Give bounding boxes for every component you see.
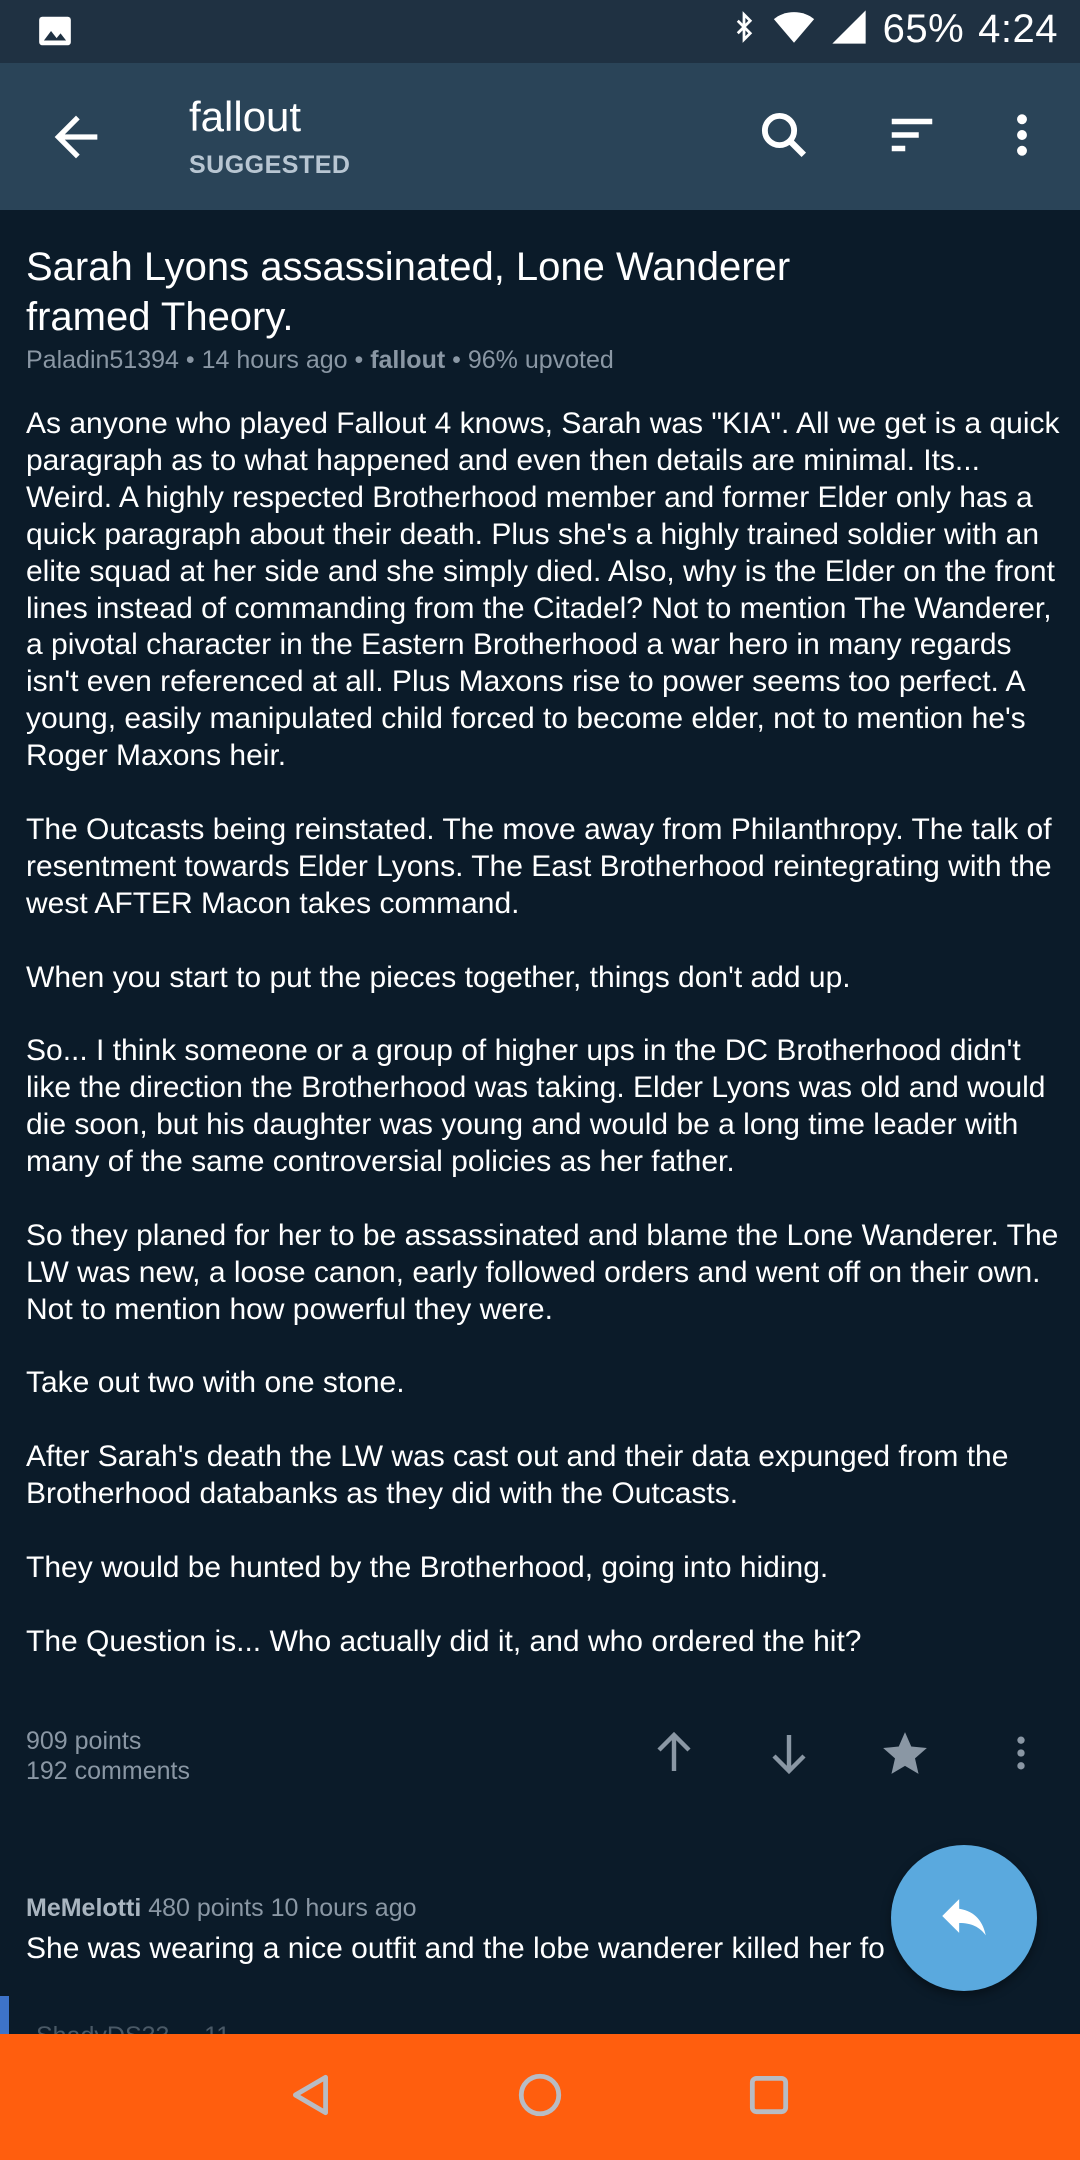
post-paragraph: After Sarah's death the LW was cast out and their data expunged from the Brotherhood databanks as they did with the Outcasts. (26, 1440, 1009, 1511)
nav-recents-button[interactable] (736, 2064, 802, 2130)
post-paragraph: So... I think someone or a group of higher ups in the DC Brotherhood didn't like the direction the Brotherhood was taking. Elder Lyons was old and would die soon, but his daughter was young and would be a long time leader with many of the same controversial policies as her father. (26, 1034, 1046, 1179)
star-icon (880, 1728, 930, 1783)
post-meta: Paladin51394 • 14 hours ago • fallout • 96% upvoted (26, 346, 614, 374)
post-subreddit[interactable]: fallout (370, 346, 446, 374)
image-icon (36, 12, 74, 55)
back-arrow-icon (44, 156, 108, 173)
post-body (26, 406, 1066, 1698)
post-title: Sarah Lyons assassinated, Lone Wanderer framed Theory. (26, 245, 791, 339)
battery-level: 65% (882, 7, 965, 51)
comment-meta (26, 1894, 417, 1923)
comment-points: 480 points (148, 1894, 264, 1922)
post-paragraph: The Outcasts being reinstated. The move away from Philanthropy. The talk of resentment towards Elder Lyons. The East Brotherhood reintegrating with the west AFTER Macon takes command. (26, 812, 1052, 920)
sort-mode-label: SUGGESTED (189, 151, 351, 179)
post-upvote-ratio: 96% upvoted (467, 346, 614, 374)
post-paragraph: They would be hunted by the Brotherhood, going into hiding. (26, 1550, 829, 1584)
post-footer (0, 1725, 1080, 1795)
downvote-icon (765, 1729, 813, 1782)
sort-button[interactable] (880, 105, 944, 169)
comment-time: 10 hours ago (270, 1894, 417, 1922)
reply-button[interactable] (891, 1845, 1037, 1991)
upvote-icon (650, 1729, 698, 1782)
nav-home-icon (515, 2070, 565, 2125)
nav-back-icon (286, 2070, 336, 2125)
comment-author[interactable]: MeMelotti (26, 1894, 142, 1922)
comment-body: She was wearing a nice outfit and the lobe wanderer killed her fo (26, 1932, 885, 1965)
clock: 4:24 (978, 7, 1058, 51)
subreddit-title: fallout (189, 93, 302, 140)
comment-depth-indicator (0, 1996, 9, 2034)
app-bar (0, 63, 1080, 210)
signal-icon (829, 6, 869, 53)
nav-back-button[interactable] (278, 2064, 344, 2130)
post-paragraph: So they planed for her to be assassinated and blame the Lone Wanderer. The LW was new, a loose canon, early followed orders and went off on their own. Not to mention how powerful they were. (26, 1218, 1059, 1326)
post-comment-count[interactable]: 192 comments (26, 1757, 190, 1785)
overflow-menu-button[interactable] (990, 105, 1054, 169)
wifi-icon (769, 6, 819, 53)
nav-home-button[interactable] (507, 2064, 573, 2130)
post-paragraph: The Question is... Who actually did it, and who ordered the hit? (26, 1624, 862, 1658)
back-button[interactable] (44, 105, 108, 169)
search-button[interactable] (752, 105, 816, 169)
post-paragraph: As anyone who played Fallout 4 knows, Sarah was "KIA". All we get is a quick paragraph as to what happened and even then details are minimal. Its... Weird. A highly respected Brotherhood member and former Elder only has a quick paragraph about their death. Plus she's a highly trained soldier with an elite squad at her side and she simply died. Also, why is the Elder on the front lines instead of commanding from the Citadel? Not to mention The Wanderer, a pivotal character in the Eastern Brotherhood a war hero in many regards isn't even referenced at all. Plus Maxons rise to power seems too perfect. A young, easily manipulated child forced to become elder, not to mention he's Roger Maxons heir. (26, 407, 1060, 773)
post-time: 14 hours ago (201, 346, 348, 374)
bluetooth-icon (729, 6, 759, 53)
more-vert-icon (995, 108, 1049, 167)
nav-recents-icon (744, 2070, 794, 2125)
post-author[interactable]: Paladin51394 (26, 346, 179, 374)
upvote-button[interactable] (644, 1725, 704, 1785)
status-bar (0, 0, 1080, 63)
sort-icon (885, 108, 939, 167)
post-points: 909 points (26, 1727, 142, 1755)
search-icon (757, 108, 811, 167)
downvote-button[interactable] (759, 1725, 819, 1785)
post-paragraph: Take out two with one stone. (26, 1366, 405, 1400)
system-nav-bar (0, 2034, 1080, 2160)
post-paragraph: When you start to put the pieces together, things don't add up. (26, 960, 851, 994)
post-more-button[interactable] (991, 1725, 1051, 1785)
reply-icon (935, 1887, 993, 1950)
save-button[interactable] (875, 1725, 935, 1785)
more-vert-icon (999, 1731, 1043, 1780)
